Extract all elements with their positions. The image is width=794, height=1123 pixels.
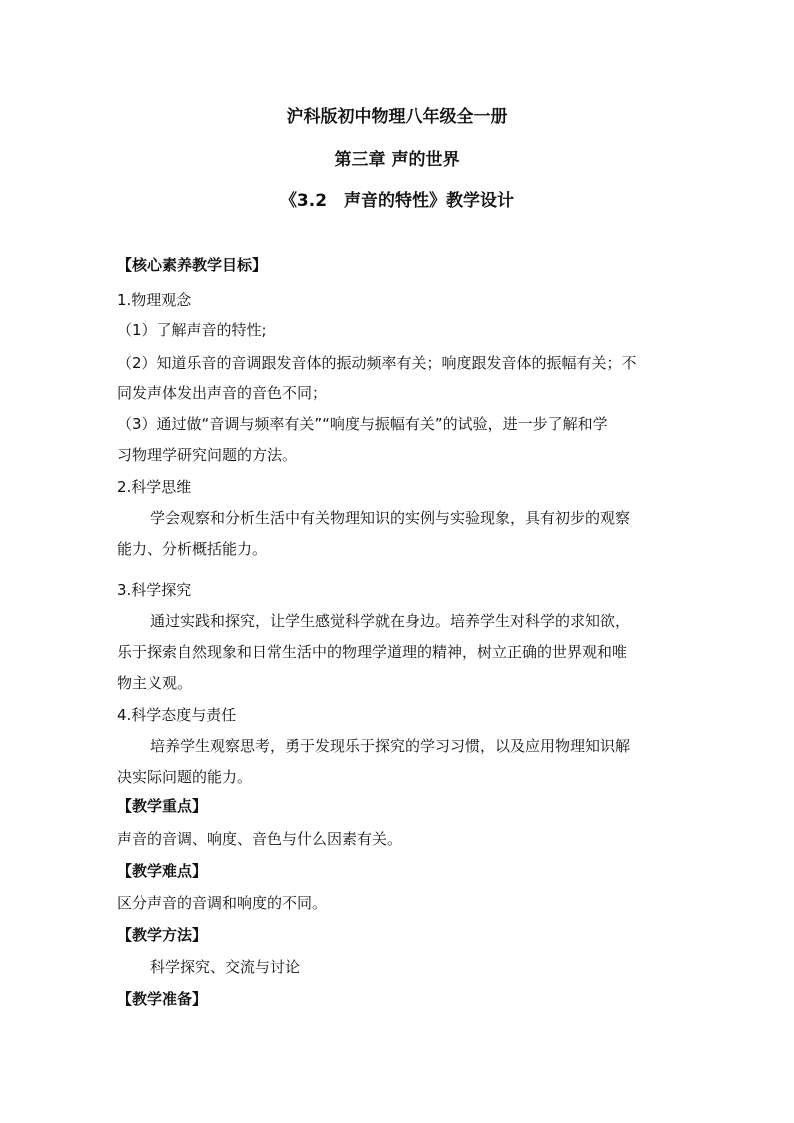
scientific-thinking-line-2: 能力、分析概括能力。 xyxy=(117,540,268,558)
scientific-inquiry-heading: 3.科学探究 xyxy=(117,581,192,599)
core-goals-heading: 【核心素养教学目标】 xyxy=(117,256,268,274)
methods-text: 科学探究、交流与讨论 xyxy=(150,958,301,976)
physics-concept-item-1: （1）了解声音的特性; xyxy=(117,321,267,339)
physics-concept-item-2-line-2: 同发声体发出声音的音色不同； xyxy=(117,384,328,402)
difficulties-text: 区分声音的音调和响度的不同。 xyxy=(117,894,328,912)
attitude-heading: 4.科学态度与责任 xyxy=(117,706,237,724)
difficulties-heading: 【教学难点】 xyxy=(117,862,208,880)
scientific-thinking-heading: 2.科学思维 xyxy=(117,478,192,496)
preparation-heading: 【教学准备】 xyxy=(117,990,208,1008)
physics-concept-item-3-line-2: 习物理学研究问题的方法。 xyxy=(117,446,298,464)
physics-concept-heading: 1.物理观念 xyxy=(117,291,192,309)
key-points-text: 声音的音调、响度、音色与什么因素有关。 xyxy=(117,830,403,848)
physics-concept-item-2-line-1: （2）知道乐音的音调跟发音体的振动频率有关；响度跟发音体的振幅有关；不 xyxy=(117,354,637,372)
methods-heading: 【教学方法】 xyxy=(117,926,208,944)
attitude-line-2: 决实际问题的能力。 xyxy=(117,768,253,786)
chapter-title: 第三章 声的世界 xyxy=(334,150,460,170)
key-points-heading: 【教学重点】 xyxy=(117,797,208,815)
course-title: 沪科版初中物理八年级全一册 xyxy=(286,107,508,127)
scientific-inquiry-line-3: 物主义观。 xyxy=(117,674,193,692)
scientific-inquiry-line-1: 通过实践和探究，让学生感觉科学就在身边。培养学生对科学的求知欲， xyxy=(150,612,631,630)
scientific-inquiry-line-2: 乐于探索自然现象和日常生活中的物理学道理的精神，树立正确的世界观和唯 xyxy=(117,643,628,661)
scientific-thinking-line-1: 学会观察和分析生活中有关物理知识的实例与实验现象，具有初步的观察 xyxy=(150,509,631,527)
physics-concept-item-3-line-1: （3）通过做“音调与频率有关”“响度与振幅有关”的试验，进一步了解和学 xyxy=(117,415,608,433)
lesson-title: 《3.2 声音的特性》教学设计 xyxy=(279,191,515,211)
attitude-line-1: 培养学生观察思考，勇于发现乐于探究的学习习惯，以及应用物理知识解 xyxy=(150,737,631,755)
